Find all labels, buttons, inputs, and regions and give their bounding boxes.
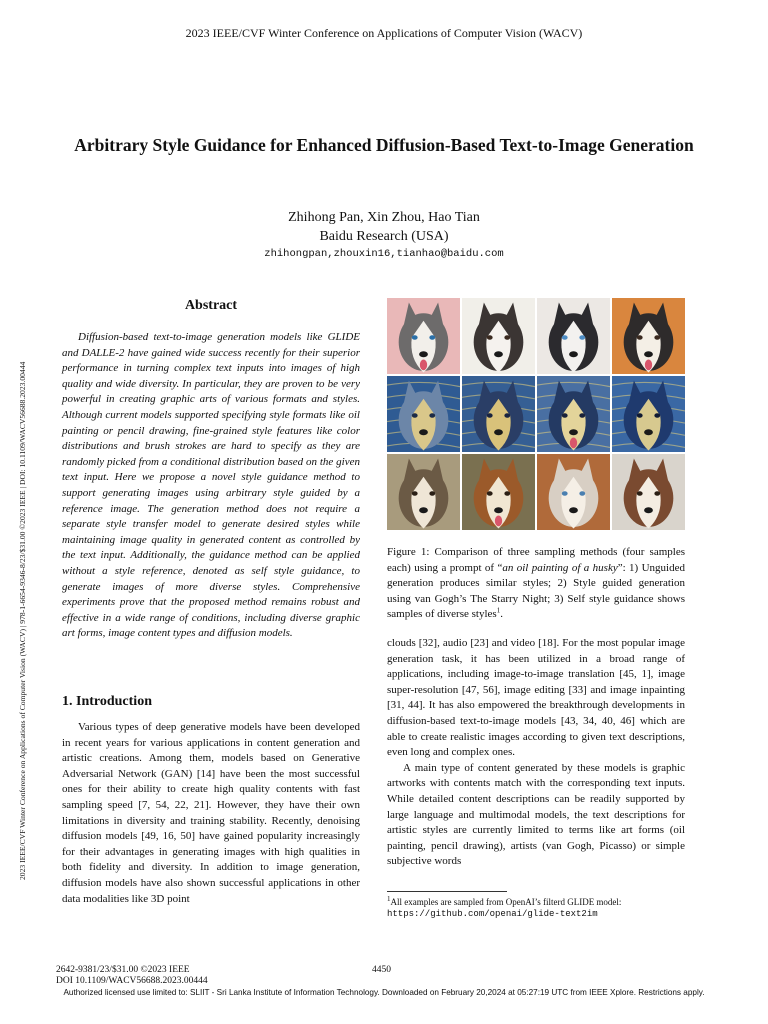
footer-identifiers (56, 965, 208, 987)
figure-caption (387, 545, 685, 623)
intro-paragraph: Various types of deep generative models have been developed in recent years for various applications in content generation and artistic creations. Among them, models based on Generative Adversarial Network (GAN) [14] have been the most successful ones for their ability to create high quality contents with fast sampling speed [7, 54, 22, 21]. However, they have their own limitations in diversity and training stability. Recently, denoising diffusion models [49, 16, 50] have gained popularity increasingly for their advantages in generating images with high qualities in both fidelity and diversity. In addition to image generation, diffusion models have also shown successful applications in other data modalities like 3D point (62, 721, 360, 905)
husky-sample-image (612, 454, 685, 530)
figure-caption-end: . (500, 608, 503, 621)
husky-sample-image (462, 298, 535, 374)
husky-sample-image (462, 376, 535, 452)
figure-1 (387, 298, 685, 530)
author-block (0, 208, 768, 246)
doi-sidebar (18, 160, 28, 880)
footnote (387, 896, 685, 920)
license-notice: Authorized licensed use limited to: SLIIT - Sri Lanka Institute of Information Technology. Downloaded on February 20,2024 at 05:27:19 UTC from IEEE Xplore. Restrictions apply. (63, 988, 705, 997)
footnote-link[interactable]: https://github.com/openai/glide-text2im (387, 909, 598, 919)
figure-caption-prompt: an oil painting of a husky (502, 561, 618, 574)
figure-caption-rest: ”: 1) Unguided generation produces similar styles; 2) Style guided generation using van Gogh’s The Starry Night; 3) Self style guidance shows samples of diverse styles (387, 561, 685, 621)
figure-caption-text: Comparison of three sampling methods (four samples each) using a prompt of “ (387, 546, 685, 574)
husky-sample-image (612, 376, 685, 452)
author-emails: zhihongpan,zhouxin16,tianhao@baidu.com (264, 248, 504, 260)
husky-sample-image (387, 454, 460, 530)
paper-title: Arbitrary Style Guidance for Enhanced Diffusion-Based Text-to-Image Generation (74, 135, 694, 155)
footnote-ref: 1 (496, 606, 501, 615)
right-column-text (387, 636, 685, 870)
husky-sample-image (612, 298, 685, 374)
author-names: Zhihong Pan, Xin Zhou, Hao Tian (288, 210, 480, 225)
husky-sample-image (537, 298, 610, 374)
abstract-body: Diffusion-based text-to-image generation models like GLIDE and DALLE-2 have gained wide success recently for their superior performance in turning complex text inputs into images of high quality and wide diversity. In particular, they are proven to be very powerful in creating graphic arts of various formats and styles. Although current models supported specifying style formats like oil painting or pencil drawing, fine-grained style features like color distributions and brush strokes are hard to specify as they are randomly picked from a conditional distribution based on the given text input. Here we propose a novel style guidance method to support generating images using arbitrary style guided by a reference image. The generation method does not require a separate style transfer model to generate desired styles while maintaining image quality in generated content as controlled by the text input. Additionally, the guidance method can be applied without a style reference, denoted as self style guidance, to generate images of more diverse styles. Comprehensive experiments prove that the proposed method remains robust and effective in a wide range of conditions, including diverse graphic art forms, image content types and diffusion models. (62, 331, 360, 640)
husky-sample-image (537, 376, 610, 452)
author-affiliation: Baidu Research (USA) (319, 229, 449, 244)
footer-issn: 2642-9381/23/$31.00 ©2023 IEEE (56, 965, 190, 975)
right-paragraph-1: clouds [32], audio [23] and video [18]. For the most popular image generation task, it has been utilized in a broad range of applications, including image-to-image translation [45, 1], image super-resolution [47, 56], image editing [33] and image inpainting [31, 44]. It has also empowered the breakthrough developments in diffusion-based text-to-image models [43, 34, 40, 46] which are able to create realistic images according to given text descriptions, even long and complex ones. (387, 637, 685, 759)
husky-image-grid (387, 298, 685, 530)
conference-header: 2023 IEEE/CVF Winter Conference on Applications of Computer Vision (WACV) (185, 26, 583, 40)
right-paragraph-2: A main type of content generated by these models is graphic artworks with contents match with the corresponding text inputs. While detailed content descriptions can be readily supported by large language and multimodal models, the text descriptions for artistic styles are currently limited to terms like art forms (oil painting, pencil drawing), artists (van Gogh, Picasso) or simple subjective words (387, 761, 685, 868)
doi-sidebar-text: 2023 IEEE/CVF Winter Conference on Applications of Computer Vision (WACV) | 978-1-6654-9346-8/23/$31.00 ©2023 IEEE | DOI: 10.1109/WACV56688.2023.00444 (18, 361, 27, 880)
footer-doi: DOI 10.1109/WACV56688.2023.00444 (56, 976, 208, 986)
intro-heading: 1. Introduction (62, 694, 152, 709)
figure-caption-label: Figure 1: (387, 546, 430, 558)
page-number: 4450 (372, 965, 391, 975)
husky-sample-image (387, 298, 460, 374)
husky-sample-image (387, 376, 460, 452)
abstract-text (62, 330, 360, 642)
intro-text (62, 720, 360, 907)
husky-sample-image (537, 454, 610, 530)
abstract-heading: Abstract (184, 298, 238, 313)
footnote-text: All examples are sampled from OpenAI’s filterd GLIDE model: (390, 897, 622, 907)
husky-sample-image (462, 454, 535, 530)
footnote-mark: 1 (387, 895, 391, 903)
footnote-rule (387, 891, 507, 892)
